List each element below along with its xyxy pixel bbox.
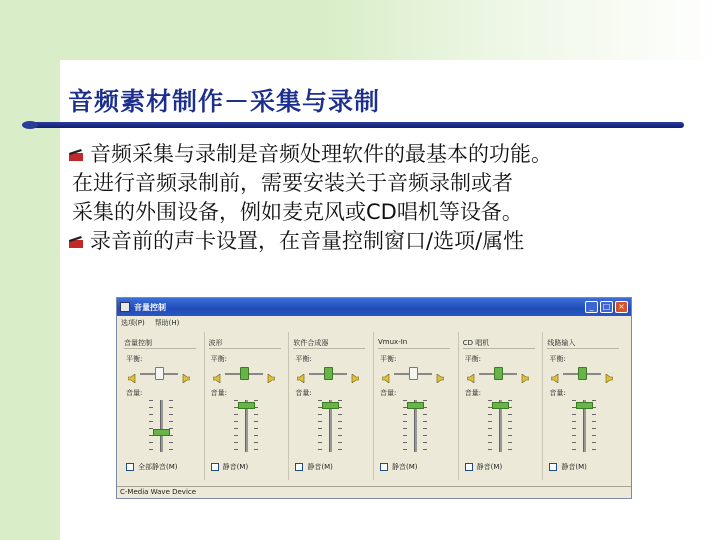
slide-title: 音频素材制作－采集与录制 <box>68 87 381 116</box>
volume-label: 音量: <box>549 389 566 397</box>
balance-label: 平衡: <box>464 355 482 363</box>
checkbox-box[interactable] <box>211 463 219 471</box>
speaker-left-icon <box>551 368 559 377</box>
mixer-channel <box>543 332 628 480</box>
channel-divider <box>547 348 619 349</box>
checkbox-box[interactable] <box>126 463 134 471</box>
volume-slider[interactable] <box>492 402 509 409</box>
balance-label: 平衡: <box>380 355 397 363</box>
checkbox-box[interactable] <box>295 463 303 471</box>
channel-name: 波形 <box>208 339 223 347</box>
paragraph-line: 在进行音频录制前，需要安装关于音频录制或者 <box>72 171 513 195</box>
channel-divider <box>463 348 535 349</box>
mute-checkbox[interactable] <box>549 462 587 472</box>
title-underline-rule <box>28 122 684 128</box>
paragraph-line: 采集的外围设备，例如麦克风或CD唱机等设备。 <box>72 200 523 224</box>
speaker-left-icon <box>467 368 475 377</box>
speaker-right-icon <box>521 368 529 377</box>
mute-checkbox[interactable] <box>295 462 333 472</box>
checkbox-box[interactable] <box>465 463 473 471</box>
volume-label: 音量: <box>464 389 482 397</box>
mute-checkbox[interactable] <box>126 462 178 472</box>
balance-slider[interactable] <box>155 367 164 380</box>
window-titlebar[interactable] <box>117 298 631 316</box>
volume-slider[interactable] <box>322 402 339 409</box>
speaker-left-icon <box>382 368 390 377</box>
speaker-right-icon <box>436 368 444 377</box>
volume-label: 音量: <box>295 389 312 397</box>
clapperboard-icon <box>68 148 84 162</box>
menu-bar <box>117 316 631 329</box>
balance-slider[interactable] <box>324 367 333 380</box>
volume-ticks <box>149 400 153 452</box>
mute-label: 静音(M) <box>222 463 249 471</box>
balance-slider[interactable] <box>578 367 587 380</box>
window-title: 音量控制 <box>134 302 166 312</box>
mute-checkbox[interactable] <box>380 462 418 472</box>
mixer-channel <box>459 332 544 480</box>
clapperboard-icon <box>68 235 84 249</box>
slide-top-band <box>0 0 720 60</box>
menu-help[interactable]: 帮助(H) <box>154 318 180 327</box>
speaker-left-icon <box>297 368 305 377</box>
balance-label: 平衡: <box>549 355 566 363</box>
volume-slider[interactable] <box>407 402 424 409</box>
bullet-paragraph <box>68 227 688 256</box>
volume-label: 音量: <box>126 389 143 397</box>
mute-label: 全部静音(M) <box>138 463 178 471</box>
volume-label: 音量: <box>380 389 397 397</box>
speaker-left-icon <box>128 368 136 377</box>
mute-label: 静音(M) <box>392 463 418 471</box>
menu-options[interactable]: 选项(P) <box>121 318 145 327</box>
balance-slider[interactable] <box>240 367 249 380</box>
speaker-app-icon <box>120 302 130 312</box>
volume-track <box>160 400 163 452</box>
mixer-channel <box>374 332 459 480</box>
speaker-right-icon <box>182 368 190 377</box>
bullet-paragraph <box>68 140 688 227</box>
speaker-left-icon <box>213 368 221 377</box>
volume-label: 音量: <box>210 389 228 397</box>
channel-divider <box>124 348 196 349</box>
volume-ticks <box>169 400 173 452</box>
channel-name: 软件合成器 <box>293 339 329 347</box>
mute-label: 静音(M) <box>561 463 587 471</box>
volume-control-window <box>116 297 632 499</box>
paragraph-line: 音频采集与录制是音频处理软件的最基本的功能。 <box>90 142 552 166</box>
minimize-button[interactable]: _ <box>585 301 598 313</box>
channel-divider <box>293 348 365 349</box>
balance-label: 平衡: <box>295 355 312 363</box>
checkbox-box[interactable] <box>549 463 557 471</box>
mute-checkbox[interactable] <box>211 462 249 472</box>
close-button[interactable]: × <box>615 301 628 313</box>
mute-checkbox[interactable] <box>465 462 503 472</box>
maximize-button[interactable]: □ <box>600 301 613 313</box>
speaker-right-icon <box>351 368 359 377</box>
paragraph-line: 录音前的声卡设置，在音量控制窗口/选项/属性 <box>90 229 525 253</box>
balance-label: 平衡: <box>210 355 228 363</box>
balance-slider[interactable] <box>409 367 418 380</box>
channel-name: 线路输入 <box>547 339 576 347</box>
channel-divider <box>378 348 450 349</box>
speaker-right-icon <box>605 368 613 377</box>
mixer-channel <box>289 332 374 480</box>
speaker-right-icon <box>267 368 275 377</box>
slide-left-band <box>0 0 60 540</box>
volume-slider[interactable] <box>576 402 593 409</box>
mixer-channels <box>120 332 628 480</box>
status-bar: C-Media Wave Device <box>117 486 631 498</box>
balance-label: 平衡: <box>126 355 143 363</box>
channel-name: 音量控制 <box>124 339 152 347</box>
volume-slider[interactable] <box>153 429 170 436</box>
mute-label: 静音(M) <box>476 463 503 471</box>
slide-body <box>68 140 688 256</box>
channel-divider <box>209 348 281 349</box>
balance-slider[interactable] <box>494 367 503 380</box>
mixer-channel <box>205 332 290 480</box>
volume-slider[interactable] <box>238 402 255 409</box>
mute-label: 静音(M) <box>307 463 333 471</box>
checkbox-box[interactable] <box>380 463 388 471</box>
channel-name: CD 唱机 <box>462 339 490 347</box>
channel-name: Vmux-In <box>378 338 408 346</box>
mixer-channel <box>120 332 205 480</box>
